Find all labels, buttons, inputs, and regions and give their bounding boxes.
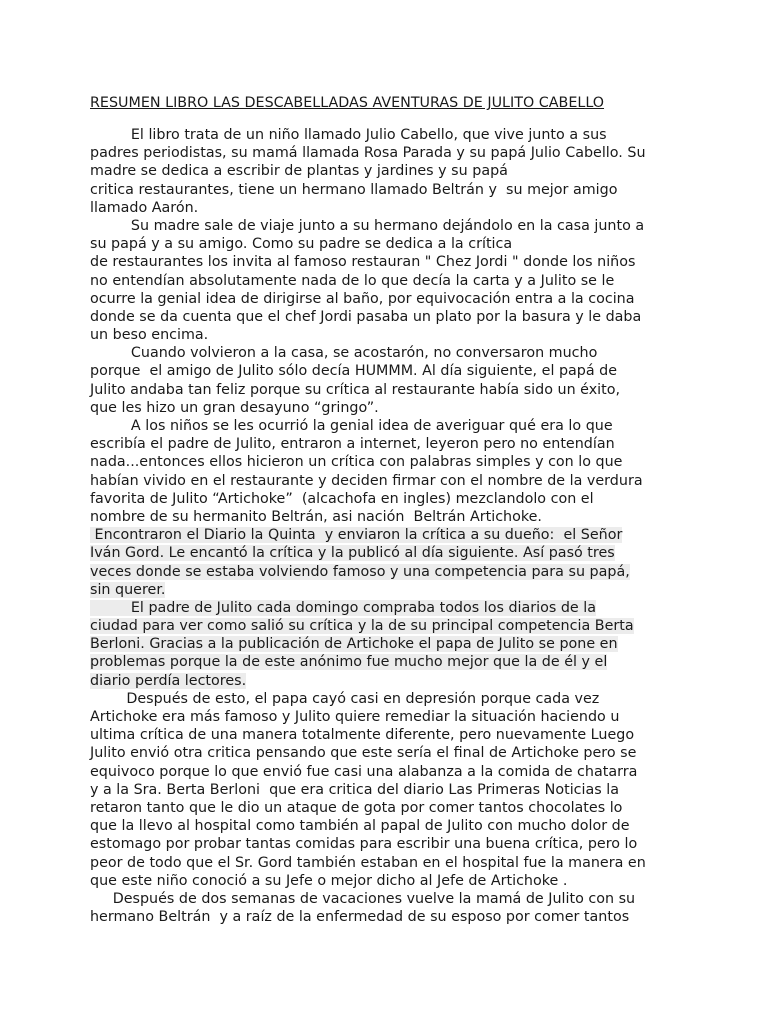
- text-line: El libro trata de un niño llamado Julio Cabello, que vive junto a sus: [90, 127, 607, 143]
- text-line-highlighted: [90, 617, 690, 635]
- text-line: que les hizo un gran desayuno “gringo”.: [90, 399, 379, 416]
- text-line: Cuando volvieron a la casa, se acostarón, no conversaron mucho: [90, 345, 598, 362]
- highlighted-text: Encontraron el Diario la Quinta y enviaron la crítica a su dueño: el Señor: [90, 527, 623, 544]
- text-line: peor de todo que el Sr. Gord también estaban en el hospital fue la manera en: [90, 854, 646, 871]
- document-title: RESUMEN LIBRO LAS DESCABELLADAS AVENTURAS DE JULITO CABELLO: [90, 95, 605, 111]
- text-line: nombre de su hermanito Beltrán, asi nación Beltrán Artichoke.: [90, 508, 542, 525]
- text-line: escribía el padre de Julito, entraron a internet, leyeron pero no entendían: [90, 436, 615, 453]
- text-line: un beso encima.: [90, 327, 209, 344]
- text-line: donde se da cuenta que el chef Jordi pasaba un plato por la basura y le daba: [90, 308, 642, 325]
- text-line: A los niños se les ocurrió la genial idea de averiguar qué era lo que: [90, 418, 613, 434]
- text-line: Su madre sale de viaje junto a su hermano dejándolo en la casa junto a: [90, 217, 645, 234]
- highlighted-text: El padre de Julito cada domingo compraba todos los diarios de la: [90, 599, 597, 616]
- text-line: ocurre la genial idea de dirigirse al baño, por equivocación entra a la cocina: [90, 290, 635, 307]
- text-line: favorita de Julito “Artichoke” (alcachofa en ingles) mezclandolo con el: [90, 490, 594, 507]
- text-line: critica restaurantes, tiene un hermano llamado Beltrán y su mejor amigo: [90, 181, 618, 198]
- text-line: equivoco porque lo que envió fue casi una alabanza a la comida de chatarra: [90, 763, 638, 780]
- text-line: ultima crítica de una manera totalmente diferente, pero nuevamente Luego: [90, 727, 635, 744]
- text-line: nada...entonces ellos hicieron un crítica con palabras simples y con lo que: [90, 454, 623, 471]
- text-line: Después de dos semanas de vacaciones vuelve la mamá de Julito con su: [90, 890, 636, 907]
- text-line: Julito envió otra critica pensando que este sería el final de Artichoke pero se: [90, 745, 637, 762]
- text-line-highlighted: [90, 581, 690, 599]
- text-line: y a la Sra. Berta Berloni que era critica del diario Las Primeras Noticias la: [90, 781, 619, 798]
- text-line: porque el amigo de Julito sólo decía HUMMM. Al día siguiente, el papá de: [90, 363, 618, 380]
- highlighted-text: Iván Gord. Le encantó la crítica y la publicó al día siguiente. Así pasó tres: [90, 545, 615, 562]
- highlighted-text: diario perdía lectores.: [90, 672, 247, 689]
- highlighted-text: veces donde se estaba volviendo famoso y una competencia para su papá,: [90, 563, 630, 580]
- text-line-highlighted: [90, 526, 690, 544]
- text-line: que la llevo al hospital como también al papal de Julito con mucho dolor de: [90, 818, 630, 835]
- text-line-highlighted: [90, 563, 690, 581]
- text-line: que este niño conoció a su Jefe o mejor dicho al Jefe de Artichoke .: [90, 872, 568, 889]
- text-line-highlighted: [90, 653, 690, 671]
- highlighted-text: sin querer.: [90, 581, 166, 598]
- text-line: Artichoke era más famoso y Julito quiere remediar la situación haciendo u: [90, 709, 620, 725]
- text-line: estomago por probar tantas comidas para escribir una buena crítica, pero lo: [90, 836, 638, 853]
- text-line: llamado Aarón.: [90, 199, 199, 216]
- text-line: padres periodistas, su mamá llamada Rosa Parada y su papá Julio Cabello. Su: [90, 145, 646, 162]
- text-line: Julito andaba tan feliz porque su crítica al restaurante había sido un éxito,: [90, 381, 621, 398]
- text-line-highlighted: [90, 544, 690, 562]
- text-line: su papá y a su amigo. Como su padre se dedica a la crítica: [90, 236, 513, 253]
- text-line-highlighted: [90, 599, 690, 617]
- highlighted-text: Berloni. Gracias a la publicación de Artichoke el papa de Julito se pone en: [90, 636, 618, 653]
- text-line-highlighted: [90, 672, 690, 690]
- text-line: hermano Beltrán y a raíz de la enfermedad de su esposo por comer tantos: [90, 909, 630, 926]
- highlighted-text: problemas porque la de este anónimo fue mucho mejor que la de él y el: [90, 654, 608, 671]
- text-line-highlighted: [90, 635, 690, 653]
- text-line: no entendían absolutamente nada de lo que decía la carta y a Julito se le: [90, 272, 615, 289]
- text-line: madre se dedica a escribir de plantas y jardines y su papá: [90, 163, 508, 180]
- text-line: habían vivido en el restaurante y deciden firmar con el nombre de la verdura: [90, 472, 643, 489]
- text-line: de restaurantes los invita al famoso restauran " Chez Jordi " donde los niños: [90, 254, 636, 271]
- document-body: [90, 126, 690, 926]
- highlighted-text: ciudad para ver como salió su crítica y la de su principal competencia Berta: [90, 618, 634, 635]
- text-line: Después de esto, el papa cayó casi en depresión porque cada vez: [90, 690, 600, 707]
- text-line: retaron tanto que le dio un ataque de gota por comer tantos chocolates lo: [90, 799, 623, 816]
